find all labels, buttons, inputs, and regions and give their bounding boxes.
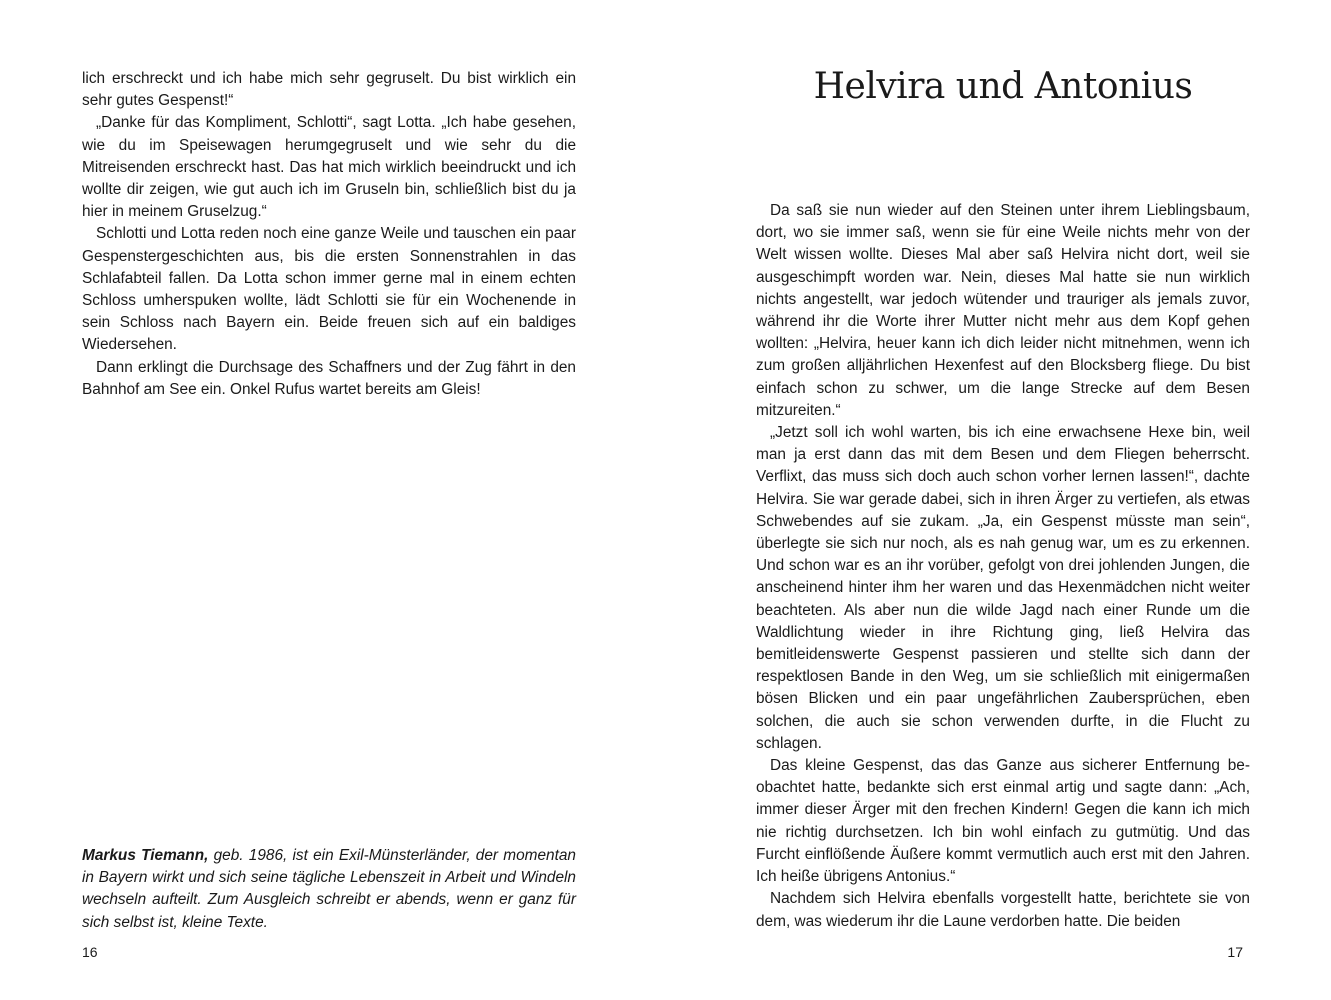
right-paragraph-2: „Jetzt soll ich wohl warten, bis ich eine erwachsene Hexe bin, weil man ja erst dann das mit dem Besen und dem Fliegen beherrscht. Verflixt, das muss sich doch auch schon vorher lernen lassen!“, dachte Helvira. Sie war gerade dabei, sich in ihren Ärger zu vertiefen, als etwas Schwebendes auf sie zukam. „Ja, ein Gespenst müsste man sein“, überlegte sie sich nur noch, als es nah genug war, um es zu erkennen. Und schon war es an ihr vorüber, gefolgt von drei johlenden Jungen, die anscheinend hinter ihm her waren und das Hexenmädchen nicht weiter beachteten. Als aber nun die wilde Jagd nach einer Runde um die Waldlichtung wieder in ihre Richtung ging, ließ Helvira das bemitleidenswerte Gespenst passieren und stellte sich dann der respektlosen Bande in den Weg, um sie schließlich mit einigermaßen bösen Blicken und ein paar ungefährlichen Zaubersprüchen, eben solchen, die auch sie schon verwenden durfte, in die Flucht zu schlagen.: [756, 424, 1250, 752]
right-page: [665, 0, 1331, 1000]
left-paragraph-3: Schlotti und Lotta reden noch eine ganze Weile und tauschen ein paar Gespenstergeschichten aus, bis die ersten Sonnenstrahlen in das Schlafabteil fallen. Da Lotta schon immer gerne mal in einem echten Schloss umherspuken wollte, lädt Schlotti sie für ein Wochenende in sein Schloss nach Bayern ein. Beide freuen sich auf ein baldiges Wiedersehen.: [82, 225, 576, 354]
left-paragraph-2: „Danke für das Kompliment, Schlotti“, sagt Lotta. „Ich habe gesehen, wie du im Speisewagen herumgegruselt und wie sehr du die Mitreisenden erschreckt hast. Das hat mich wirklich beeindruckt und ich wollte dir zeigen, wie gut auch ich im Gruseln bin, schließlich bist du ja hier in meinem Gruselzug.“: [82, 114, 576, 221]
left-page: [0, 0, 665, 1000]
right-paragraph-4: Nachdem sich Helvira ebenfalls vorgestellt hatte, berichtete sie von dem, was wiederum ihr die Laune verdorben hatte. Die beiden: [756, 890, 1250, 930]
chapter-title: Helvira und Antonius: [813, 66, 1193, 107]
author-bio-text: geb. 1986, ist ein Exil-Münsterländer, der momentan in Bayern wirkt und sich seine tägliche Lebenszeit in Arbeit und Windeln wechseln aufteilt. Zum Ausgleich schreibt er abends, wenn er ganz für sich selbst ist, kleine Texte.: [82, 847, 576, 931]
page-number-left: 16: [82, 944, 98, 960]
page-number-right: 17: [1227, 944, 1243, 960]
right-paragraph-1: Da saß sie nun wieder auf den Steinen unter ihrem Lieblingsbaum, dort, wo sie immer saß, wenn sie für eine Weile nichts mehr von der Welt wissen wollte. Dieses Mal aber saß Helvira nicht dort, weil sie ausgeschimpft worden war. Nein, dieses Mal hatte sie nun wirklich nichts angestellt, war jedoch wütender und trauriger als jemals zuvor, während ihr die Worte ihrer Mutter nicht mehr aus dem Kopf gehen wollten: „Helvira, heuer kann ich dich leider nicht mitnehmen, wenn ich zum großen alljährlichen Hexenfest auf den Blocksberg fliege. Du bist einfach schon zu schwer, um die lange Strecke auf dem Besen mitzureiten.“: [756, 202, 1250, 419]
right-paragraph-3: Das kleine Gespenst, das das Ganze aus sicherer Entfernung beobachtet hatte, bedankte sich erst einmal artig und sagte dann: „Ach, immer dieser Ärger mit den frechen Kindern! Gegen die kann ich mich nie richtig durchsetzen. Ich bin wohl einfach zu gutmütig. Und das Furcht einflößende Äußere kommt vermutlich auch erst mit den Jahren. Ich heiße übrigens Antonius.“: [756, 757, 1250, 886]
left-page-body: [82, 68, 576, 401]
author-name: Markus Tiemann,: [82, 847, 209, 864]
author-bio: [82, 845, 576, 934]
left-paragraph-4: Dann erklingt die Durchsage des Schaffners und der Zug fährt in den Bahnhof am See ein. Onkel Rufus wartet bereits am Gleis!: [82, 358, 576, 398]
right-page-body: [756, 200, 1250, 933]
left-paragraph-1: lich erschreckt und ich habe mich sehr gegruselt. Du bist wirklich ein sehr gutes Gespenst!“: [82, 70, 576, 110]
